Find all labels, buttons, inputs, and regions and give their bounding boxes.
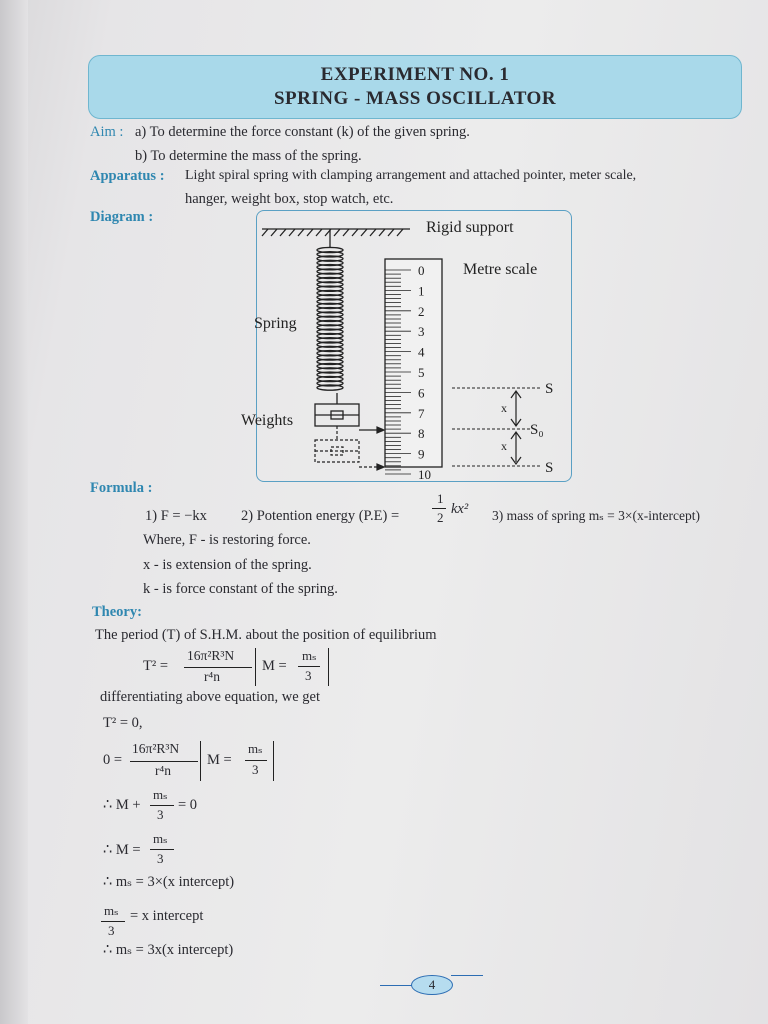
- scale-number: 6: [418, 385, 425, 401]
- scale-number: 10: [418, 467, 431, 482]
- step3: ∴ mₛ = 3×(x intercept): [103, 874, 235, 890]
- eq3-bracket-fraction-bar: [245, 760, 267, 761]
- formula-k-definition: k - is force constant of the spring.: [143, 581, 338, 597]
- s-top-label: S: [545, 381, 554, 397]
- formula-2-fraction-bar: [432, 508, 446, 509]
- experiment-title: SPRING - MASS OSCILLATOR: [273, 88, 557, 109]
- theory-differentiating: differentiating above equation, we get: [100, 689, 320, 705]
- rigid-support-label: Rigid support: [426, 219, 514, 236]
- spring-coils: [317, 247, 343, 390]
- eq1-bracket-m: M =: [262, 658, 287, 674]
- step2-denominator: 3: [157, 851, 164, 866]
- step1-numerator: mₛ: [153, 787, 168, 802]
- scale-number: 2: [418, 303, 425, 319]
- s-bottom-label: S: [545, 460, 554, 476]
- formula-x-definition: x - is extension of the spring.: [143, 557, 312, 573]
- hatch-mark: [316, 229, 322, 236]
- scale-number: 4: [418, 344, 425, 360]
- eq1-bracket-denominator: 3: [305, 668, 312, 683]
- formula-label: Formula :: [90, 480, 153, 496]
- step2-lhs: ∴ M =: [103, 842, 141, 858]
- hatch-mark: [379, 229, 385, 236]
- extension-arrows: [511, 391, 521, 464]
- weights-label: Weights: [241, 412, 294, 429]
- pointer-arrows: [359, 427, 384, 470]
- page-number-line-right: [451, 975, 483, 976]
- hatch-mark: [361, 229, 367, 236]
- page-number: 4: [411, 975, 453, 995]
- step4-numerator: mₛ: [104, 903, 119, 918]
- hatch-mark: [397, 229, 403, 236]
- eq2: T² = 0,: [103, 715, 143, 731]
- eq1-lhs: T² =: [143, 658, 169, 674]
- hatch-mark: [298, 229, 304, 236]
- step4-denominator: 3: [108, 923, 115, 938]
- hatch-mark: [352, 229, 358, 236]
- step4-rhs: = x intercept: [130, 908, 204, 924]
- eq1-denominator: r⁴n: [204, 669, 220, 684]
- diagram-label: Diagram :: [90, 209, 154, 225]
- hatch-mark: [289, 229, 295, 236]
- hatch-mark: [280, 229, 286, 236]
- hatch-mark: [370, 229, 376, 236]
- scale-number: 3: [418, 324, 425, 340]
- reference-lines: [452, 388, 540, 466]
- hatch-mark: [307, 229, 313, 236]
- eq3-numerator: 16π²R³N: [132, 741, 180, 756]
- weights-displaced: [315, 426, 359, 462]
- apparatus-line1: Light spiral spring with clamping arrangement and attached pointer, meter scale,: [185, 168, 637, 183]
- formula-2-denominator: 2: [437, 510, 444, 525]
- theory-label: Theory:: [92, 604, 142, 620]
- spring-label: Spring: [254, 315, 297, 332]
- scale-number: 5: [418, 365, 425, 380]
- eq1-numerator: 16π²R³N: [187, 648, 235, 663]
- eq3-bracket-numerator: mₛ: [248, 741, 263, 756]
- s0-label: S₀: [530, 422, 544, 438]
- scale-number: 8: [418, 426, 425, 442]
- hatch-mark: [334, 229, 340, 236]
- eq1-bracket-numerator: mₛ: [302, 648, 317, 663]
- theory-intro: The period (T) of S.H.M. about the position of equilibrium: [95, 627, 437, 643]
- scale-number: 0: [418, 263, 425, 278]
- eq1-bracket-fraction-bar: [298, 666, 320, 667]
- scale-number: 1: [418, 283, 425, 299]
- eq1-fraction-bar: [184, 667, 252, 668]
- step1-fraction-bar: [150, 805, 174, 806]
- step1-rhs: = 0: [178, 797, 198, 813]
- step1-denominator: 3: [157, 807, 164, 822]
- eq3-lhs: 0 =: [103, 752, 123, 768]
- metre-scale-label: Metre scale: [463, 261, 538, 278]
- eq3-fraction-bar: [130, 761, 198, 762]
- rigid-support: [262, 229, 410, 236]
- apparatus-line2: hanger, weight box, stop watch, etc.: [185, 191, 394, 207]
- aim-label: Aim :: [90, 124, 124, 140]
- experiment-number: EXPERIMENT NO. 1: [320, 64, 510, 85]
- formula-2-numerator: 1: [437, 491, 444, 506]
- step2-fraction-bar: [150, 849, 174, 850]
- scale-number: 9: [418, 446, 425, 462]
- step5: ∴ mₛ = 3x(x intercept): [103, 942, 234, 958]
- step2-numerator: mₛ: [153, 831, 168, 846]
- aim-a: a) To determine the force constant (k) of the given spring.: [135, 124, 470, 140]
- hatch-mark: [262, 229, 268, 236]
- eq3-bracket-denominator: 3: [252, 762, 259, 777]
- page-number-line-left: [380, 985, 412, 986]
- hatch-mark: [343, 229, 349, 236]
- step4-fraction-bar: [101, 921, 125, 922]
- x-bottom-label: x: [501, 439, 507, 453]
- weights-hanger: [315, 393, 359, 426]
- hatch-mark: [271, 229, 277, 236]
- formula-3: 3) mass of spring mₛ = 3×(x-intercept): [492, 508, 700, 523]
- eq3-bracket-m: M =: [207, 752, 232, 768]
- scale-number: 7: [418, 405, 425, 421]
- formula-where: Where, F - is restoring force.: [143, 532, 311, 548]
- formula-2-prefix: 2) Potention energy (P.E) =: [241, 508, 400, 524]
- formula-1: 1) F = −kx: [145, 508, 207, 524]
- aim-b: b) To determine the mass of the spring.: [135, 148, 362, 164]
- eq3-denominator: r⁴n: [155, 763, 171, 778]
- hatch-mark: [388, 229, 394, 236]
- apparatus-label: Apparatus :: [90, 168, 165, 184]
- x-top-label: x: [501, 401, 507, 415]
- formula-2-suffix: kx²: [451, 501, 469, 517]
- step1-lhs: ∴ M +: [103, 797, 141, 813]
